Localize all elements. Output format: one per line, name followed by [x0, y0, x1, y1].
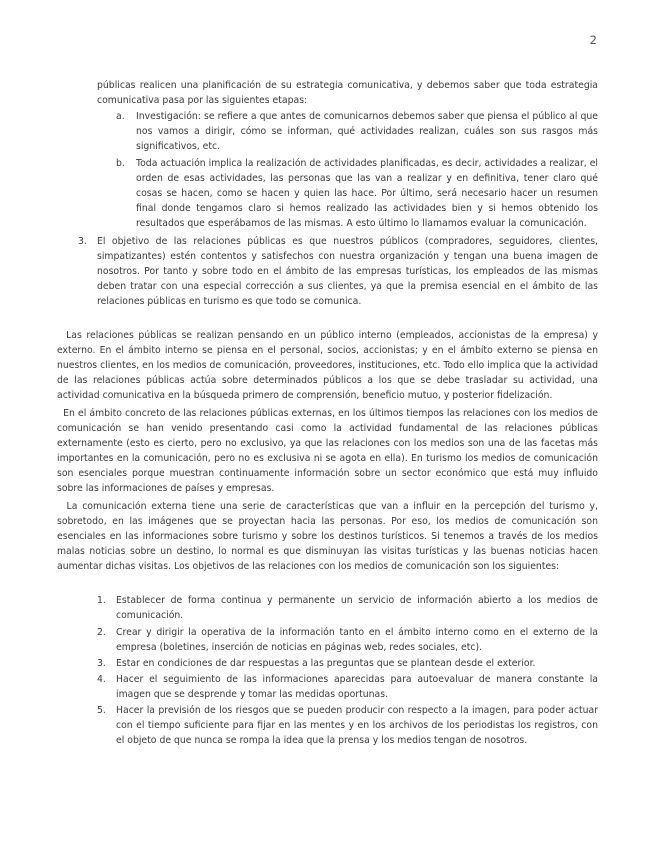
- objective-marker: 5.: [97, 705, 106, 716]
- stage-marker: a.: [116, 111, 125, 122]
- objective-marker: 4.: [97, 674, 106, 685]
- point-3-marker: 3.: [78, 236, 87, 247]
- paragraph-public-relations: Las relaciones públicas se realizan pensando en un público interno (empleados, accionistas de la empresa) y externo. En el ámbito interno se piensa en el personal, socios, accionistas; y en el ámbito externo se piensa en nuestros clientes, en los medios de comunicación, proveedores, instituciones, etc. Todo ello implica que la actividad de las relaciones públicas actúa sobre determinados públicos a los que se debe trasladar su actividad, una actividad comunicativa en la búsqueda primero de comprensión, beneficio mutuo, y posterior fidelización.: [57, 330, 601, 401]
- stage-text: Investigación: se refiere a que antes de comunicarnos debemos saber que piensa el público al que nos vamos a dirigir, cómo se informan, qué actividades realizan, cuáles son sus rasgos más significativos, etc.: [136, 111, 598, 152]
- page-number: 2: [589, 33, 597, 47]
- objective-marker: 1.: [97, 595, 106, 606]
- stage-marker: b.: [116, 158, 125, 169]
- point-3-text: El objetivo de las relaciones públicas es que nuestros públicos (compradores, seguidores, clientes, simpatizantes) estén contentos y satisfechos con nuestra organización y tengan una buena imagen de nosotros. Por tanto y sobre todo en el ámbito de las empresas turísticas, los empleados de las mismas deben tratar con una especial corrección a sus clientes, ya que la premisa esencial en el ámbito de las relaciones públicas en turismo es que todo se comunica.: [97, 236, 598, 307]
- stage-text: Toda actuación implica la realización de actividades planificadas, es decir, actividades a realizar, el orden de esas actividades, las personas que las van a realizar y en definitiva, tener claro qué cosas se hacen, como se hacen y quien las hace. Por último, será necesario hacer un resumen final donde tengamos claro si hemos realizado las actividades bien y si hemos obtenido los resultados que esperábamos de las mismas. A esto último lo llamamos evaluar la comunicación.: [136, 158, 598, 229]
- objective-marker: 2.: [97, 627, 106, 638]
- paragraph-external-relations: En el ámbito concreto de las relaciones públicas externas, en los últimos tiempos las relaciones con los medios de comunicación se han venido presentando casi como la actividad fundamental de las relaciones públicas externamente (esto es cierto, pero no exclusivo, ya que las relaciones con los medios son una de las facetas más importantes en la comunicación, pero no es exclusiva ni se agota en ella). En turismo los medios de comunicación son esenciales porque muestran continuamente información sobre un sector económico que está muy influido sobre las informaciones de países y empresas.: [57, 408, 601, 494]
- objective-text: Crear y dirigir la operativa de la información tanto en el ámbito interno como en el externo de la empresa (boletines, inserción de noticias en páginas web, redes sociales, etc).: [116, 627, 598, 653]
- objective-text: Estar en condiciones de dar respuestas a las preguntas que se plantean desde el exterior.: [116, 658, 536, 669]
- objective-text: Establecer de forma continua y permanente un servicio de información abierto a los medios de comunicación.: [116, 595, 598, 621]
- intro-continuation: públicas realicen una planificación de su estrategia comunicativa, y debemos saber que toda estrategia comunicativa pasa por las siguientes etapas:: [97, 80, 598, 106]
- objective-text: Hacer la previsión de los riesgos que se pueden producir con respecto a la imagen, para poder actuar con el tiempo suficiente para fijar en las mentes y en los archivos de los periodistas los registros, con el objeto de que nunca se rompa la idea que la prensa y los medios tengan de nosotros.: [116, 705, 598, 746]
- paragraph-external-communication: La comunicación externa tiene una serie de características que van a influir en la percepción del turismo y, sobretodo, en las imágenes que se proyectan hacia las personas. Por eso, los medios de comunicación son esenciales en las informaciones sobre turismo y sobre los destinos turísticos. Si tenemos a través de los medios malas noticias sobre un destino, lo normal es que disminuyan las visitas turísticas y las buenas noticias hacen aumentar dichas visitas. Los objetivos de las relaciones con los medios de comunicación son los siguientes:: [57, 501, 601, 572]
- objective-marker: 3.: [97, 658, 106, 669]
- objective-text: Hacer el seguimiento de las informaciones aparecidas para autoevaluar de manera constante la imagen que se desprende y tomar las medidas oportunas.: [116, 674, 598, 700]
